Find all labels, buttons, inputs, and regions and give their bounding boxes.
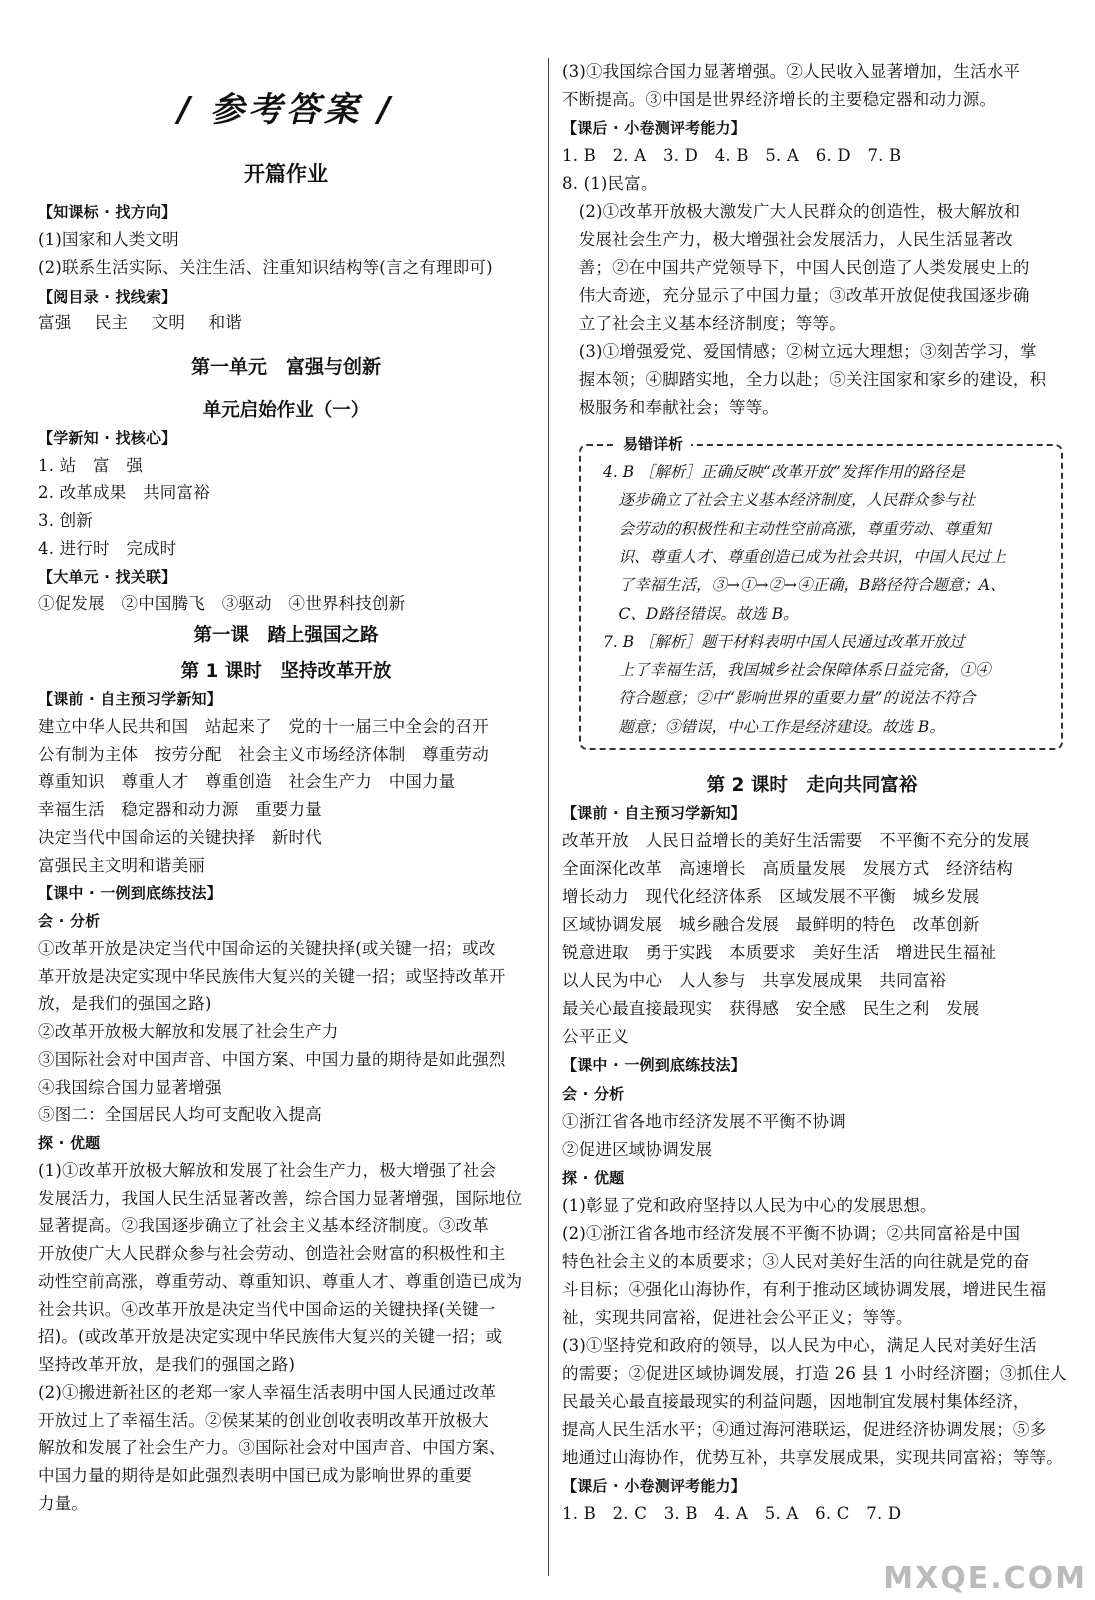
text-line: 3. 创新 <box>38 511 93 531</box>
watermark: MXQE.COM <box>883 1561 1087 1596</box>
text-line: 【课后 · 小卷测评考能力】 <box>562 1477 746 1496</box>
text-line: 会 · 分析 <box>562 1084 625 1103</box>
text-line: 斗目标；④强化山海协作，有利于推动区域协调发展，增进民生福 <box>562 1279 1047 1299</box>
text-line: 显著提高。②我国逐步确立了社会主义基本经济制度。③改革 <box>38 1216 489 1236</box>
text-line: 识、尊重人才、尊重创造已成为社会共识，中国人民过上 <box>603 547 1007 566</box>
column-divider <box>548 58 549 1576</box>
text-line: 4. B ［解析］正确反映“改革开放”发挥作用的路径是 <box>603 463 965 481</box>
text-line: 逐步确立了社会主义基本经济制度，人民群众参与社 <box>603 491 976 510</box>
text-line: C、D路径错误。故选 B。 <box>603 604 799 623</box>
text-line: 公平正义 <box>562 1027 629 1047</box>
text-line: 【学新知 · 找核心】 <box>38 429 177 447</box>
text-line: 决定当代中国命运的关键抉择 新时代 <box>38 827 322 847</box>
text-line: 区域协调发展 城乡融合发展 最鲜明的特色 改革创新 <box>562 915 980 935</box>
text-line: 题意；③错误，中心工作是经济建设。故选 B。 <box>603 717 945 736</box>
answer-key-banner: / 参考答案 / <box>177 90 395 130</box>
keyword: 民主 <box>94 313 129 332</box>
text-line: 探 · 优题 <box>38 1134 101 1152</box>
text-line: 力量。 <box>38 1493 89 1513</box>
text-line: (3)①我国综合国力显著增强。②人民收入显著增加，生活水平 <box>562 62 1021 81</box>
text-line: 1. 站 富 强 <box>38 455 144 475</box>
text-line: 探 · 优题 <box>562 1168 625 1187</box>
text-line: 【阅目录 · 找线索】 <box>38 287 177 306</box>
text-line: 4. 进行时 完成时 <box>38 538 177 558</box>
text-line: 上了幸福生活，我国城乡社会保障体系日益完备，①④ <box>603 661 991 680</box>
text-line: 8. (1)民富。 <box>562 174 658 193</box>
text-line: 的需要；②促进区域协调发展，打造 26 县 1 小时经济圈；③抓住人 <box>562 1364 1067 1383</box>
intro-title: 开篇作业 <box>244 162 328 186</box>
text-line: ③国际社会对中国声音、中国方案、中国力量的期待是如此强烈 <box>38 1049 506 1069</box>
text-line: 1. B 2. A 3. D 4. B 5. A 6. D 7. B <box>562 146 902 165</box>
text-line: 【课前 · 自主预习学新知】 <box>562 804 746 822</box>
text-line: 社会共识。④改革开放是决定当代中国命运的关键抉择(关键一 <box>38 1299 496 1319</box>
text-line: ②促进区域协调发展 <box>562 1139 713 1159</box>
text-line: 【大单元 · 找关联】 <box>38 567 177 586</box>
text-line: 发展社会生产力，极大增强社会发展活力，人民生活显著改 <box>562 230 1013 249</box>
text-line: 立了社会主义基本经济制度；等等。 <box>562 314 846 333</box>
text-line: 尊重知识 尊重人才 尊重创造 社会生产力 中国力量 <box>38 772 456 792</box>
period-title: 第 1 课时 坚持改革开放 <box>180 661 392 682</box>
text-line: 7. B ［解析］题干材料表明中国人民通过改革开放过 <box>603 632 965 651</box>
box-title: 易错详析 <box>615 433 691 454</box>
text-line: (1)国家和人类文明 <box>38 230 179 250</box>
text-line: 改革开放 人民日益增长的美好生活需要 不平衡不充分的发展 <box>562 831 1030 851</box>
text-line: 中国力量的期待是如此强烈表明中国已成为影响世界的重要 <box>38 1466 473 1485</box>
text-line: 会 · 分析 <box>38 912 101 930</box>
period2-title: 第 2 课时 走向共同富裕 <box>706 775 918 796</box>
unit-subtitle: 单元启始作业（一） <box>202 400 370 421</box>
text-line: 【课后 · 小卷测评考能力】 <box>562 119 746 137</box>
text-line: (3)①增强爱党、爱国情感；②树立远大理想；③刻苦学习，掌 <box>562 342 1037 361</box>
text-line: 解放和发展了社会生产力。③国际社会对中国声音、中国方案、 <box>38 1438 506 1458</box>
text-line: ①改革开放是决定当代中国命运的关键抉择(或关键一招；或改 <box>38 938 496 958</box>
keyword: 富强 <box>38 313 72 332</box>
text-line: 地通过山海协作，优势互补，共享发展成果，实现共同富裕；等等。 <box>562 1448 1063 1468</box>
text-line: 伟大奇迹，充分显示了中国力量；③改革开放促使我国逐步确 <box>562 286 1030 305</box>
text-line: 革开放是决定实现中华民族伟大复兴的关键一招；或坚持改革开 <box>38 966 506 986</box>
text-line: 1. B 2. C 3. B 4. A 5. A 6. C 7. D <box>562 1504 902 1524</box>
text-line: 2. 改革成果 共同富裕 <box>38 483 210 503</box>
text-line: ⑤图二：全国居民人均可支配收入提高 <box>38 1105 322 1125</box>
text-line: 富强民主文明和谐美丽 <box>38 855 205 875</box>
text-line: 不断提高。③中国是世界经济增长的主要稳定器和动力源。 <box>562 90 997 109</box>
text-line: 符合题意；②中“影响世界的重要力量”的说法不符合 <box>603 689 976 708</box>
text-line: 祉，实现共同富裕，促进社会公平正义；等等。 <box>562 1307 913 1327</box>
text-line: (1)①改革开放极大解放和发展了社会生产力，极大增强了社会 <box>38 1160 497 1180</box>
text-line: 建立中华人民共和国 站起来了 党的十一届三中全会的召开 <box>38 716 489 736</box>
text-line: ①促发展 ②中国腾飞 ③驱动 ④世界科技创新 <box>38 594 406 614</box>
text-line: 以人民为中心 人人参与 共享发展成果 共同富裕 <box>562 971 947 991</box>
text-line: ②改革开放极大解放和发展了社会生产力 <box>38 1022 339 1041</box>
text-line: 【课前 · 自主预习学新知】 <box>38 690 222 708</box>
text-line: 全面深化改革 高速增长 高质量发展 发展方式 经济结构 <box>562 859 1013 879</box>
text-line: ①浙江省各地市经济发展不平衡不协调 <box>562 1111 846 1131</box>
text-line: 公有制为主体 按劳分配 社会主义市场经济体制 尊重劳动 <box>38 744 489 764</box>
keywords <box>38 313 260 333</box>
text-line: 开放使广大人民群众参与社会劳动、创造社会财富的积极性和主 <box>38 1244 506 1263</box>
lesson-title: 第一课 踏上强国之路 <box>193 625 379 646</box>
text-line: (1)彰显了党和政府坚持以人民为中心的发展思想。 <box>562 1195 937 1215</box>
text-line: 特色社会主义的本质要求；③人民对美好生活的向往就是党的奋 <box>562 1251 1030 1271</box>
text-line: (2)①搬进新社区的老郑一家人幸福生活表明中国人民通过改革 <box>38 1382 497 1402</box>
text-line: 锐意进取 勇于实践 本质要求 美好生活 增进民生福祉 <box>562 943 997 963</box>
text-line: 【课中 · 一例到底练技法】 <box>562 1056 746 1075</box>
text-line: 发展活力，我国人民生活显著改善，综合国力显著增强，国际地位 <box>38 1188 523 1208</box>
text-line: 握本领；④脚踏实地，全力以赴；⑤关注国家和家乡的建设，积 <box>562 370 1047 389</box>
text-line: 动性空前高涨，尊重劳动、尊重知识、尊重人才、尊重创造已成为 <box>38 1271 523 1291</box>
text-line: 民最关心最直接最现实的利益问题，因地制宜发展村集体经济， <box>562 1392 1030 1412</box>
text-line: 会劳动的积极性和主动性空前高涨，尊重劳动、尊重知 <box>603 519 991 538</box>
keyword: 文明 <box>151 313 186 332</box>
text-line: (2)①改革开放极大激发广大人民群众的创造性，极大解放和 <box>562 202 1021 221</box>
text-line: (3)①坚持党和政府的领导，以人民为中心，满足人民对美好生活 <box>562 1335 1037 1355</box>
text-line: ④我国综合国力显著增强 <box>38 1077 222 1097</box>
text-line: 坚持改革开放，是我们的强国之路) <box>38 1355 296 1374</box>
text-line: 幸福生活 稳定器和动力源 重要力量 <box>38 800 322 819</box>
text-line: (2)①浙江省各地市经济发展不平衡不协调；②共同富裕是中国 <box>562 1223 1021 1243</box>
text-line: 增长动力 现代化经济体系 区域发展不平衡 城乡发展 <box>562 887 980 907</box>
error-analysis-box <box>579 435 1063 750</box>
text-line: 放，是我们的强国之路) <box>38 994 212 1014</box>
text-line: 了幸福生活，③→①→②→④正确，B路径符合题意；A、 <box>603 576 1006 595</box>
text-line: 善；②在中国共产党领导下，中国人民创造了人类发展史上的 <box>562 258 1030 277</box>
text-line: 提高人民生活水平；④通过海河港联运，促进经济协调发展；⑤多 <box>562 1420 1047 1440</box>
text-line: 极服务和奉献社会；等等。 <box>562 398 780 417</box>
text-line: 开放过上了幸福生活。②侯某某的创业创收表明改革开放极大 <box>38 1410 489 1430</box>
text-line: 【知课标 · 找方向】 <box>38 203 177 221</box>
text-line: (2)联系生活实际、关注生活、注重知识结构等(言之有理即可) <box>38 258 493 278</box>
unit-title: 第一单元 富强与创新 <box>190 356 381 378</box>
text-line: 最关心最直接最现实 获得感 安全感 民生之利 发展 <box>562 999 980 1019</box>
text-line: 【课中 · 一例到底练技法】 <box>38 884 222 903</box>
text-line: 招)。(或改革开放是决定实现中华民族伟大复兴的关键一招；或 <box>38 1327 503 1347</box>
keyword: 和谐 <box>208 313 242 332</box>
